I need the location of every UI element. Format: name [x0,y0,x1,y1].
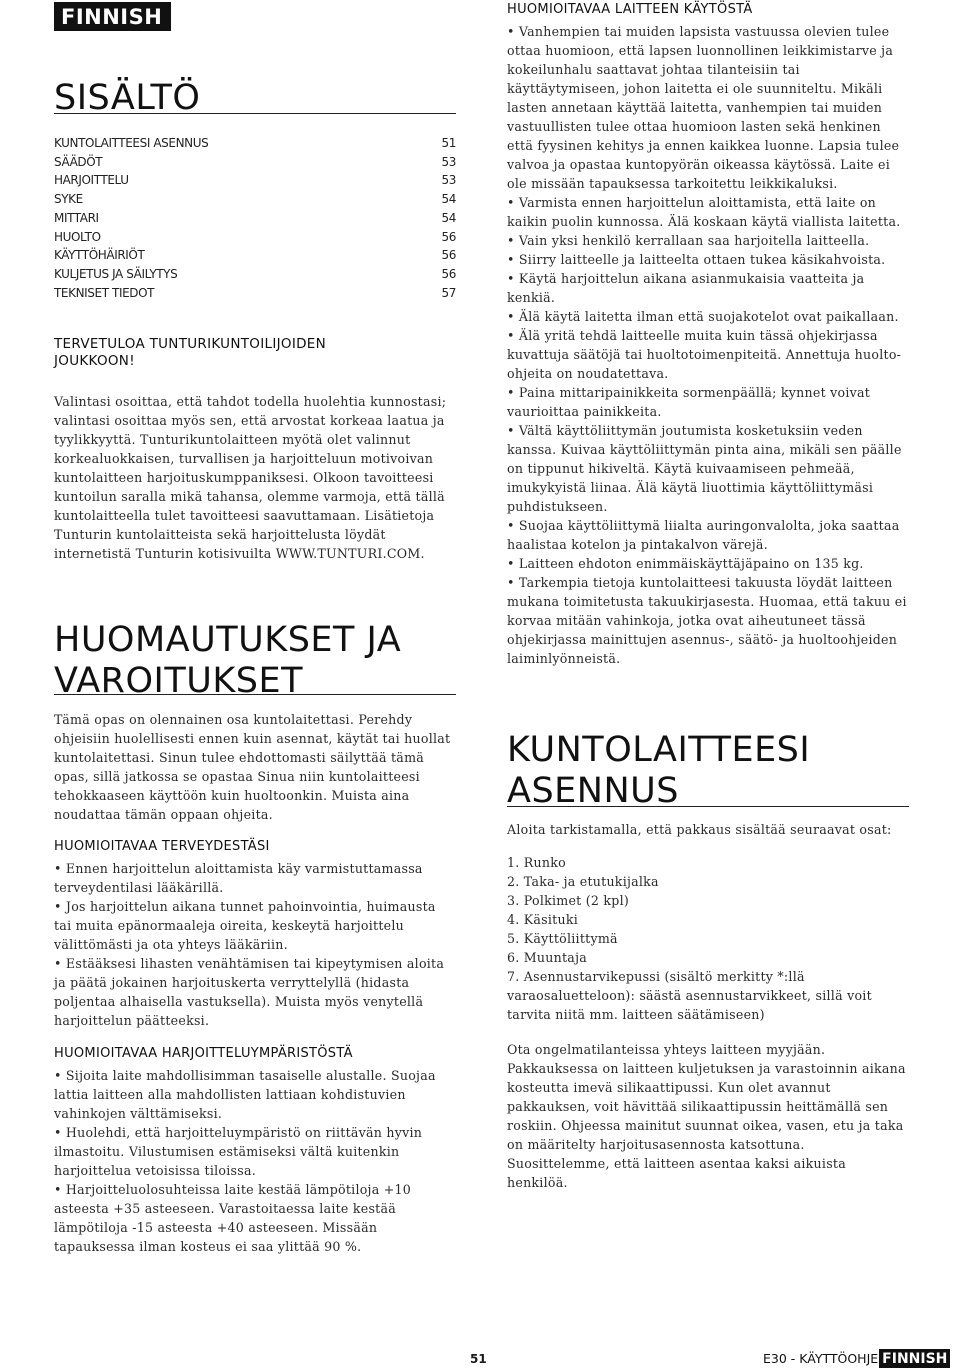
list-item: 4. Käsituki [507,912,579,927]
list-item: • Vain yksi henkilö kerrallaan saa harjoitella laitteella. [507,233,870,248]
warnings-title-line-2: VAROITUKSET [54,661,303,701]
list-item: 1. Runko [507,855,566,870]
usage-heading: HUOMIOITAVAA LAITTEEN KÄYTÖSTÄ [507,2,753,17]
assembly-title-line-2: ASENNUS [507,771,679,811]
language-tag: FINNISH [54,2,171,31]
list-item: • Paina mittaripainikkeita sormenpäällä; kynnet voivat vaurioittaa painikkeita. [507,385,871,419]
list-item: • Harjoitteluolosuhteissa laite kestää lämpötiloja +10 asteesta +35 asteeseen. Varastoitaessa laite kestää lämpötiloja -15 asteesta +40 asteeseen. Missään tapauksessa ilman kosteus ei saa ylittää 90 %. [54,1182,412,1254]
list-item: 3. Polkimet (2 kpl) [507,893,630,908]
list-item: • Sijoita laite mahdollisimman tasaiselle alustalle. Suojaa lattia laitteen alla mahdollisten lattiaan kohdistuvien vahinkojen välttämiseksi. [54,1068,436,1121]
list-item: 6. Muuntaja [507,950,587,965]
toc-item[interactable]: MITTARI 54 [54,210,456,225]
page-number: 51 [470,1352,487,1366]
footer-language-tag: FINNISH [879,1349,950,1368]
welcome-heading: TERVETULOA TUNTURIKUNTOILIJOIDEN JOUKKOON! [54,336,327,369]
list-item: • Käytä harjoittelun aikana asianmukaisia vaatteita ja kenkiä. [507,271,865,305]
toc-item[interactable]: SÄÄDÖT 53 [54,154,456,169]
warnings-intro: Tämä opas on olennainen osa kuntolaitettasi. Perehdy ohjeisiin huolellisesti ennen kuin asennat, käytät tai huollat kuntolaitettasi. Sinun tulee ehdottomasti säilyttää tämä opas, sillä jatkossa se opastaa Sinua niin kuntolaitteesi tehokkaaseen käyttöön kuin huoltoonkin. Muista aina noudattaa tämän oppaan ohjeita. [54,712,451,822]
health-bullets [54,859,456,1030]
assembly-title-line-1: KUNTOLAITTEESI [507,730,811,770]
list-item: • Älä yritä tehdä laitteelle muita kuin tässä ohjekirjassa kuvattuja säätöjä tai huoltotoimenpiteitä. Annettuja huolto-ohjeita on noudatettava. [507,328,902,381]
toc-item[interactable]: HARJOITTELU 53 [54,173,456,188]
footer-label [763,1349,950,1368]
health-section [54,838,456,1030]
toc-item[interactable]: KUNTOLAITTEESI ASENNUS 51 [54,136,456,150]
assembly-text: Ota ongelmatilanteissa yhteys laitteen myyjään. Pakkauksessa on laitteen kuljetuksen ja varastoinnin aikana kosteutta imevä silikaattipussi. Kun olet avannut pakkauksen, voit hävittää silikaattipussin heittämällä sen roskiin. Ohjeessa mainitut suunnat oikea, vasen, etu ja taka on määritelty harjoitusasennosta katsottuna. Suosittelemme, että laitteen asentaa kaksi aikuista henkilöä. [507,1042,906,1190]
contents-rule [54,113,456,114]
warnings-title [54,620,456,702]
list-item: 7. Asennustarvikepussi (sisältö merkitty *:llä varaosaluetteloon): säästä asennustarvikkeet, sillä voit tarvita niitä mm. laitteen säätämiseen) [507,969,872,1022]
usage-bullets [507,22,909,668]
welcome-text: Valintasi osoittaa, että tahdot todella huolehtia kunnostasi; valintasi osoittaa myös sen, että arvostat korkeaa laatua ja tyylikkyyttä. Tunturikuntolaitteen myötä olet valinnut korkealuokkaisen, turvallisen ja harjoitteluun motivoivan kuntolaitteen harjoituskumppaniksesi. Olkoon tavoitteesi kuntoilun saralla mikä tahansa, olemme varmoja, että tällä kuntolaitteella tulet tavoitteesi saavuttamaan. Lisätietoja Tunturin kuntolaitteista sekä harjoittelusta löydät internetistä Tunturin kotisivuilta WWW.TUNTURI.COM. [54,394,447,561]
environment-bullets [54,1066,456,1256]
warnings-title-line-1: HUOMAUTUKSET JA [54,620,402,660]
list-item: • Tarkempia tietoja kuntolaitteesi takuusta löydät laitteen mukana toimitetusta takuukirjasesta. Huomaa, että takuu ei korvaa mitään vahinkoja, jotka ovat aiheutuneet tässä ohjekirjassa mainittujen asennus-, säätö- ja huoltoohjeiden laiminlyönneistä. [507,575,907,666]
list-item: • Jos harjoittelun aikana tunnet pahoinvointia, huimausta tai muita epänormaaleja oireita, keskeytä harjoittelu välittömästi ja ota yhteys lääkäriin. [54,899,436,952]
environment-section [54,1045,456,1256]
parts-list [507,853,909,1024]
toc-item[interactable]: SYKE 54 [54,192,456,207]
list-item: • Estääksesi lihasten venähtämisen tai kipeytymisen aloita ja päätä jokainen harjoituskerta verryttelyllä (hidasta poljentaa alhaisella vastuksella). Muista myös venytellä harjoittelun päätteeksi. [54,956,445,1028]
warnings-rule [54,694,456,695]
table-of-contents [54,134,456,302]
health-heading: HUOMIOITAVAA TERVEYDESTÄSI [54,839,270,854]
contents-title: SISÄLTÖ [54,78,201,118]
list-item: 2. Taka- ja etutukijalka [507,874,659,889]
list-item: • Vanhempien tai muiden lapsista vastuussa olevien tulee ottaa huomioon, että lapsen luonnollinen leikkimistarve ja kokeilunhalu saattavat johtaa tilanteisiin tai käyttäytymiseen, johon laitetta ei ole suunniteltu. Mikäli lasten annetaan käyttää laitetta, vanhempien tai muiden vastuullisten tulee ottaa huomioon lasten sekä henkinen että fyysinen kehitys ja ennen kaikkea luonne. Lapsia tulee valvoa ja opastaa kuntopyörän oikeassa käytössä. Laite ei ole missään tapauksessa tarkoitettu leikkikaluksi. [507,24,900,191]
list-item: • Älä käytä laitetta ilman että suojakotelot ovat paikallaan. [507,309,899,324]
assembly-rule [507,806,909,807]
usage-section [507,1,909,668]
document-label: E30 - KÄYTTÖOHJE [763,1351,879,1366]
toc-item[interactable]: TEKNISET TIEDOT 57 [54,285,456,300]
list-item: • Laitteen ehdoton enimmäiskäyttäjäpaino on 135 kg. [507,556,864,571]
environment-heading: HUOMIOITAVAA HARJOITTELUYMPÄRISTÖSTÄ [54,1046,353,1061]
list-item: • Suojaa käyttöliittymä liialta auringonvalolta, joka saattaa haalistaa kotelon ja pintakalvon värejä. [507,518,900,552]
list-item: • Ennen harjoittelun aloittamista käy varmistuttamassa terveydentilasi lääkärillä. [54,861,423,895]
toc-item[interactable]: HUOLTO 56 [54,229,456,244]
list-item: 5. Käyttöliittymä [507,931,618,946]
toc-item[interactable]: KULJETUS JA SÄILYTYS 56 [54,266,456,281]
assembly-intro: Aloita tarkistamalla, että pakkaus sisältää seuraavat osat: [507,822,892,837]
list-item: • Varmista ennen harjoittelun aloittamista, että laite on kaikin puolin kunnossa. Älä koskaan käytä viallista laitetta. [507,195,901,229]
toc-item[interactable]: KÄYTTÖHÄIRIÖT 56 [54,248,456,263]
list-item: • Vältä käyttöliittymän joutumista kosketuksiin veden kanssa. Kuivaa käyttöliittymän pinta aina, mikäli sen päälle on tippunut hikiveltä. Käytä kuivaamiseen pehmeää, imukykyistä liinaa. Älä käytä liuottimia käyttöliittymäsi puhdistukseen. [507,423,902,514]
list-item: • Siirry laitteelle ja laitteelta ottaen tukea käsikahvoista. [507,252,886,267]
assembly-title [507,730,909,812]
list-item: • Huolehdi, että harjoitteluympäristö on riittävän hyvin ilmastoitu. Vilustumisen estämiseksi vältä kuitenkin harjoittelua vetoisissa tiloissa. [54,1125,423,1178]
